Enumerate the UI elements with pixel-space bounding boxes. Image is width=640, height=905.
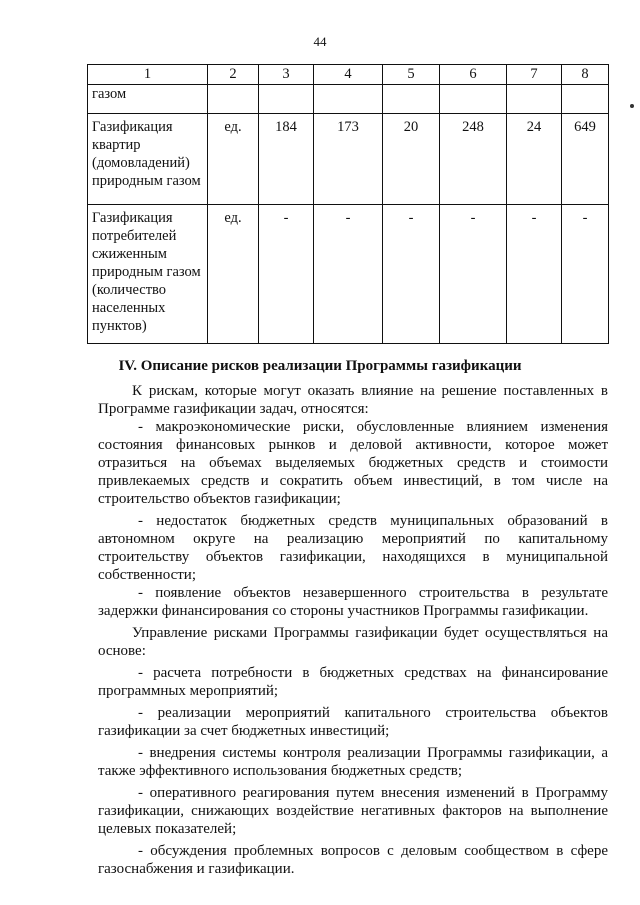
unit-cell: ед. xyxy=(208,205,259,344)
value-cell: 20 xyxy=(383,114,440,205)
table-cell xyxy=(208,85,259,114)
paragraph: Управление рисками Программы газификации будет осуществляться на основе: xyxy=(98,625,608,659)
unit-cell: ед. xyxy=(208,114,259,205)
section-title: IV. Описание рисков реализации Программы газификации xyxy=(118,358,522,374)
value-cell: 649 xyxy=(562,114,609,205)
table-header-row xyxy=(88,65,609,85)
list-item: - недостаток бюджетных средств муниципальных образований в автономном округе на реализацию мероприятий по капитальному строительству объектов газификации, находящихся в муниципальной собственности; xyxy=(98,513,608,583)
column-number: 7 xyxy=(507,65,562,85)
column-number: 3 xyxy=(259,65,314,85)
table-cell xyxy=(507,85,562,114)
value-cell: 24 xyxy=(507,114,562,205)
value-cell: - xyxy=(507,205,562,344)
table-cell xyxy=(562,85,609,114)
table-row-continuation xyxy=(88,85,609,114)
value-cell: - xyxy=(440,205,507,344)
value-cell: 248 xyxy=(440,114,507,205)
table-cell xyxy=(383,85,440,114)
value-cell: 184 xyxy=(259,114,314,205)
list-item: - появление объектов незавершенного строительства в результате задержки финансирования со стороны участников Программы газификации. xyxy=(98,585,608,619)
column-number: 1 xyxy=(88,65,208,85)
indicator-name: Газификация потребителей сжиженным природным газом (количество населенных пунктов) xyxy=(88,205,208,344)
value-cell: - xyxy=(314,205,383,344)
paragraph: К рискам, которые могут оказать влияние на решение поставленных в Программе газификации задач, относятся: xyxy=(98,383,608,417)
value-cell: - xyxy=(562,205,609,344)
indicators-table xyxy=(87,64,609,344)
value-cell: - xyxy=(259,205,314,344)
column-number: 8 xyxy=(562,65,609,85)
table-cell xyxy=(314,85,383,114)
table-row xyxy=(88,114,609,205)
list-item: - расчета потребности в бюджетных средствах на финансирование программных мероприятий; xyxy=(98,665,608,699)
column-number: 6 xyxy=(440,65,507,85)
value-cell: 173 xyxy=(314,114,383,205)
column-number: 4 xyxy=(314,65,383,85)
list-item: - макроэкономические риски, обусловленные влиянием изменения состояния финансовых рынков и деловой активности, которое может отразиться на объемах выделяемых бюджетных средств и стоимости привлекаемых средств и сократить объем инвестиций, в том числе на строительство объектов газификации; xyxy=(98,419,608,507)
margin-dot xyxy=(630,104,634,108)
section-body xyxy=(98,382,608,878)
column-number: 5 xyxy=(383,65,440,85)
list-item: - оперативного реагирования путем внесения изменений в Программу газификации, снижающих воздействие негативных факторов на выполнение целевых показателей; xyxy=(98,785,608,837)
table-cell xyxy=(259,85,314,114)
list-item: - реализации мероприятий капитального строительства объектов газификации за счет бюджетных инвестиций; xyxy=(98,705,608,739)
list-item: - внедрения системы контроля реализации Программы газификации, а также эффективного использования бюджетных средств; xyxy=(98,745,608,779)
column-number: 2 xyxy=(208,65,259,85)
list-item: - обсуждения проблемных вопросов с деловым сообществом в сфере газоснабжения и газификации. xyxy=(98,843,608,877)
page-number: 44 xyxy=(313,34,327,49)
table-cell xyxy=(440,85,507,114)
table-row xyxy=(88,205,609,344)
indicator-name: газом xyxy=(88,85,208,114)
value-cell: - xyxy=(383,205,440,344)
indicator-name: Газификация квартир (домовладений) природным газом xyxy=(88,114,208,205)
